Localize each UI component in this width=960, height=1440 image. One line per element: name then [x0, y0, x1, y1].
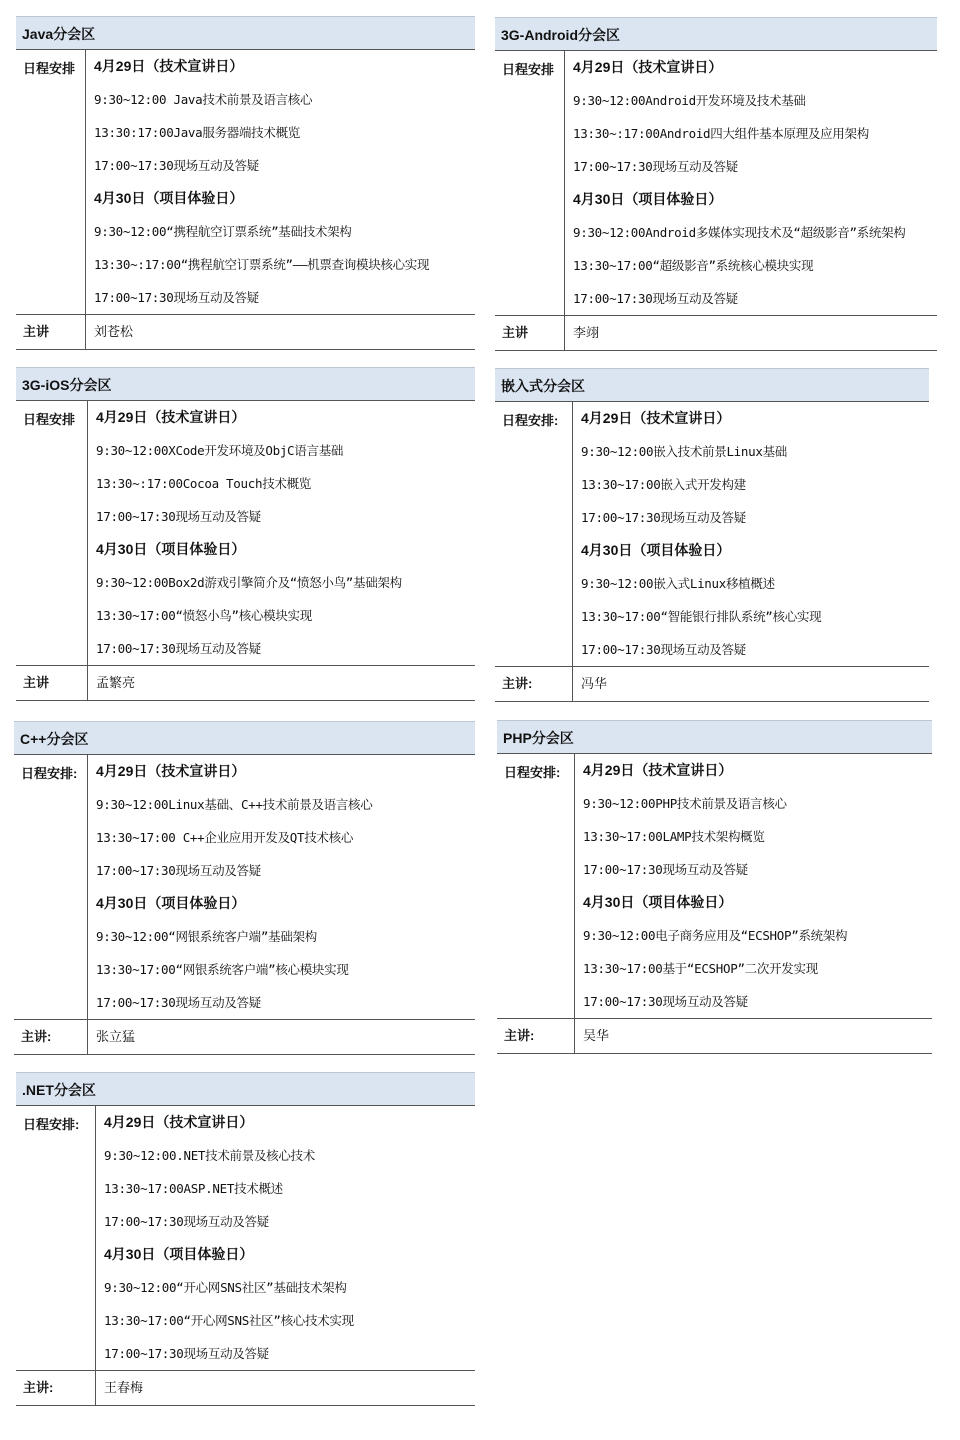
schedule-item: 13:30~17:00“网银系统客户端”核心模块实现 — [96, 962, 349, 977]
schedule — [573, 402, 929, 666]
day-heading: 4月29日（技术宣讲日） — [581, 410, 731, 426]
speaker-row — [495, 666, 929, 702]
speaker-label: 主讲: — [497, 1019, 575, 1053]
schedule-item: 13:30~17:00“超级影音”系统核心模块实现 — [573, 258, 814, 273]
day-heading: 4月29日（技术宣讲日） — [96, 763, 246, 779]
schedule-item: 9:30~12:00XCode开发环境及ObjC语言基础 — [96, 443, 344, 458]
schedule-item: 9:30~12:00PHP技术前景及语言核心 — [583, 796, 787, 811]
schedule-item: 9:30~12:00电子商务应用及“ECSHOP”系统架构 — [583, 928, 848, 943]
day-heading: 4月29日（技术宣讲日） — [583, 762, 733, 778]
speaker-label: 主讲 — [16, 666, 88, 700]
schedule-item: 17:00~17:30现场互动及答疑 — [581, 642, 746, 657]
schedule-item: 9:30~12:00Box2d游戏引擎简介及“愤怒小鸟”基础架构 — [96, 575, 402, 590]
speaker-name: 王春梅 — [104, 1380, 144, 1395]
speaker-row — [14, 1019, 475, 1055]
day-heading: 4月29日（技术宣讲日） — [104, 1114, 254, 1130]
schedule-label: 日程安排 — [16, 401, 88, 665]
session-title: .NET分会区 — [16, 1072, 475, 1106]
schedule-item: 13:30~:17:00“携程航空订票系统”——机票查询模块核心实现 — [94, 257, 430, 272]
day-heading: 4月29日（技术宣讲日） — [573, 59, 723, 75]
session-panel-ios — [16, 367, 475, 701]
schedule-item: 9:30~12:00“携程航空订票系统”基础技术架构 — [94, 224, 352, 239]
schedule-item: 13:30~17:00“愤怒小鸟”核心模块实现 — [96, 608, 312, 623]
day-heading: 4月30日（项目体验日） — [581, 542, 731, 558]
speaker-label: 主讲: — [14, 1020, 88, 1054]
schedule-item: 17:00~17:30现场互动及答疑 — [96, 995, 261, 1010]
speaker-label: 主讲: — [16, 1371, 96, 1405]
speaker-row — [495, 315, 937, 351]
schedule-item: 17:00~17:30现场互动及答疑 — [583, 994, 748, 1009]
schedule-item: 9:30~12:00嵌入式Linux移植概述 — [581, 576, 775, 591]
schedule-item: 9:30~12:00 Java技术前景及语言核心 — [94, 92, 313, 107]
schedule-label: 日程安排: — [497, 754, 575, 1018]
session-panel-php — [497, 720, 932, 1054]
day-heading: 4月29日（技术宣讲日） — [96, 409, 246, 425]
day-heading: 4月30日（项目体验日） — [104, 1246, 254, 1262]
session-panel-cpp — [14, 721, 475, 1055]
session-panel-dotnet — [16, 1072, 475, 1406]
session-panel-embedded — [495, 368, 929, 702]
schedule — [88, 401, 475, 665]
schedule-item: 13:30~17:00LAMP技术架构概览 — [583, 829, 765, 844]
day-heading: 4月30日（项目体验日） — [583, 894, 733, 910]
session-title: 3G-Android分会区 — [495, 17, 937, 51]
schedule-label: 日程安排: — [495, 402, 573, 666]
schedule-label: 日程安排: — [14, 755, 88, 1019]
schedule-item: 17:00~17:30现场互动及答疑 — [573, 291, 738, 306]
schedule-item: 13:30~:17:00Android四大组件基本原理及应用架构 — [573, 126, 869, 141]
schedule — [88, 755, 475, 1019]
speaker-name: 刘苍松 — [94, 324, 134, 339]
schedule-item: 9:30~12:00Android开发环境及技术基础 — [573, 93, 806, 108]
speaker-name: 李翊 — [573, 325, 600, 340]
schedule-item: 9:30~12:00.NET技术前景及核心技术 — [104, 1148, 315, 1163]
schedule-item: 17:00~17:30现场互动及答疑 — [94, 158, 259, 173]
schedule-item: 17:00~17:30现场互动及答疑 — [583, 862, 748, 877]
session-title: PHP分会区 — [497, 720, 932, 754]
speaker-label: 主讲 — [16, 315, 86, 349]
day-heading: 4月29日（技术宣讲日） — [94, 58, 244, 74]
speaker-label: 主讲: — [495, 667, 573, 701]
speaker-name: 孟繁亮 — [96, 675, 136, 690]
session-panel-android — [495, 17, 937, 351]
speaker-name: 吴华 — [583, 1028, 610, 1043]
schedule — [86, 50, 475, 314]
schedule-label: 日程安排: — [16, 1106, 96, 1370]
schedule-label: 日程安排 — [495, 51, 565, 315]
schedule-item: 13:30~17:00ASP.NET技术概述 — [104, 1181, 283, 1196]
session-title: 3G-iOS分会区 — [16, 367, 475, 401]
speaker-name: 冯华 — [581, 676, 608, 691]
schedule-item: 17:00~17:30现场互动及答疑 — [104, 1346, 269, 1361]
schedule — [575, 754, 932, 1018]
schedule-item: 17:00~17:30现场互动及答疑 — [96, 509, 261, 524]
schedule-item: 9:30~12:00“开心网SNS社区”基础技术架构 — [104, 1280, 347, 1295]
schedule-item: 13:30~:17:00Cocoa Touch技术概览 — [96, 476, 311, 491]
day-heading: 4月30日（项目体验日） — [96, 541, 246, 557]
schedule — [565, 51, 937, 315]
speaker-row — [497, 1018, 932, 1054]
schedule-item: 13:30~17:00嵌入式开发构建 — [581, 477, 746, 492]
speaker-row — [16, 314, 475, 350]
speaker-row — [16, 1370, 475, 1406]
schedule-item: 17:00~17:30现场互动及答疑 — [96, 641, 261, 656]
schedule-item: 9:30~12:00嵌入技术前景Linux基础 — [581, 444, 787, 459]
session-title: Java分会区 — [16, 16, 475, 50]
session-panel-java — [16, 16, 475, 350]
day-heading: 4月30日（项目体验日） — [94, 190, 244, 206]
speaker-label: 主讲 — [495, 316, 565, 350]
speaker-row — [16, 665, 475, 701]
session-title: C++分会区 — [14, 721, 475, 755]
schedule-item: 13:30~17:00基于“ECSHOP”二次开发实现 — [583, 961, 818, 976]
session-title: 嵌入式分会区 — [495, 368, 929, 402]
schedule-label: 日程安排 — [16, 50, 86, 314]
schedule-item: 13:30~17:00“智能银行排队系统”核心实现 — [581, 609, 822, 624]
day-heading: 4月30日（项目体验日） — [96, 895, 246, 911]
schedule-item: 13:30~17:00 C++企业应用开发及QT技术核心 — [96, 830, 354, 845]
schedule-item: 17:00~17:30现场互动及答疑 — [581, 510, 746, 525]
schedule-item: 13:30~17:00“开心网SNS社区”核心技术实现 — [104, 1313, 354, 1328]
schedule-item: 17:00~17:30现场互动及答疑 — [104, 1214, 269, 1229]
schedule-item: 13:30:17:00Java服务器端技术概览 — [94, 125, 300, 140]
schedule — [96, 1106, 475, 1370]
schedule-item: 9:30~12:00Android多媒体实现技术及“超级影音”系统架构 — [573, 225, 906, 240]
schedule-item: 17:00~17:30现场互动及答疑 — [573, 159, 738, 174]
speaker-name: 张立猛 — [96, 1029, 136, 1044]
schedule-item: 17:00~17:30现场互动及答疑 — [96, 863, 261, 878]
day-heading: 4月30日（项目体验日） — [573, 191, 723, 207]
schedule-item: 9:30~12:00Linux基础、C++技术前景及语言核心 — [96, 797, 373, 812]
schedule-item: 9:30~12:00“网银系统客户端”基础架构 — [96, 929, 317, 944]
schedule-item: 17:00~17:30现场互动及答疑 — [94, 290, 259, 305]
